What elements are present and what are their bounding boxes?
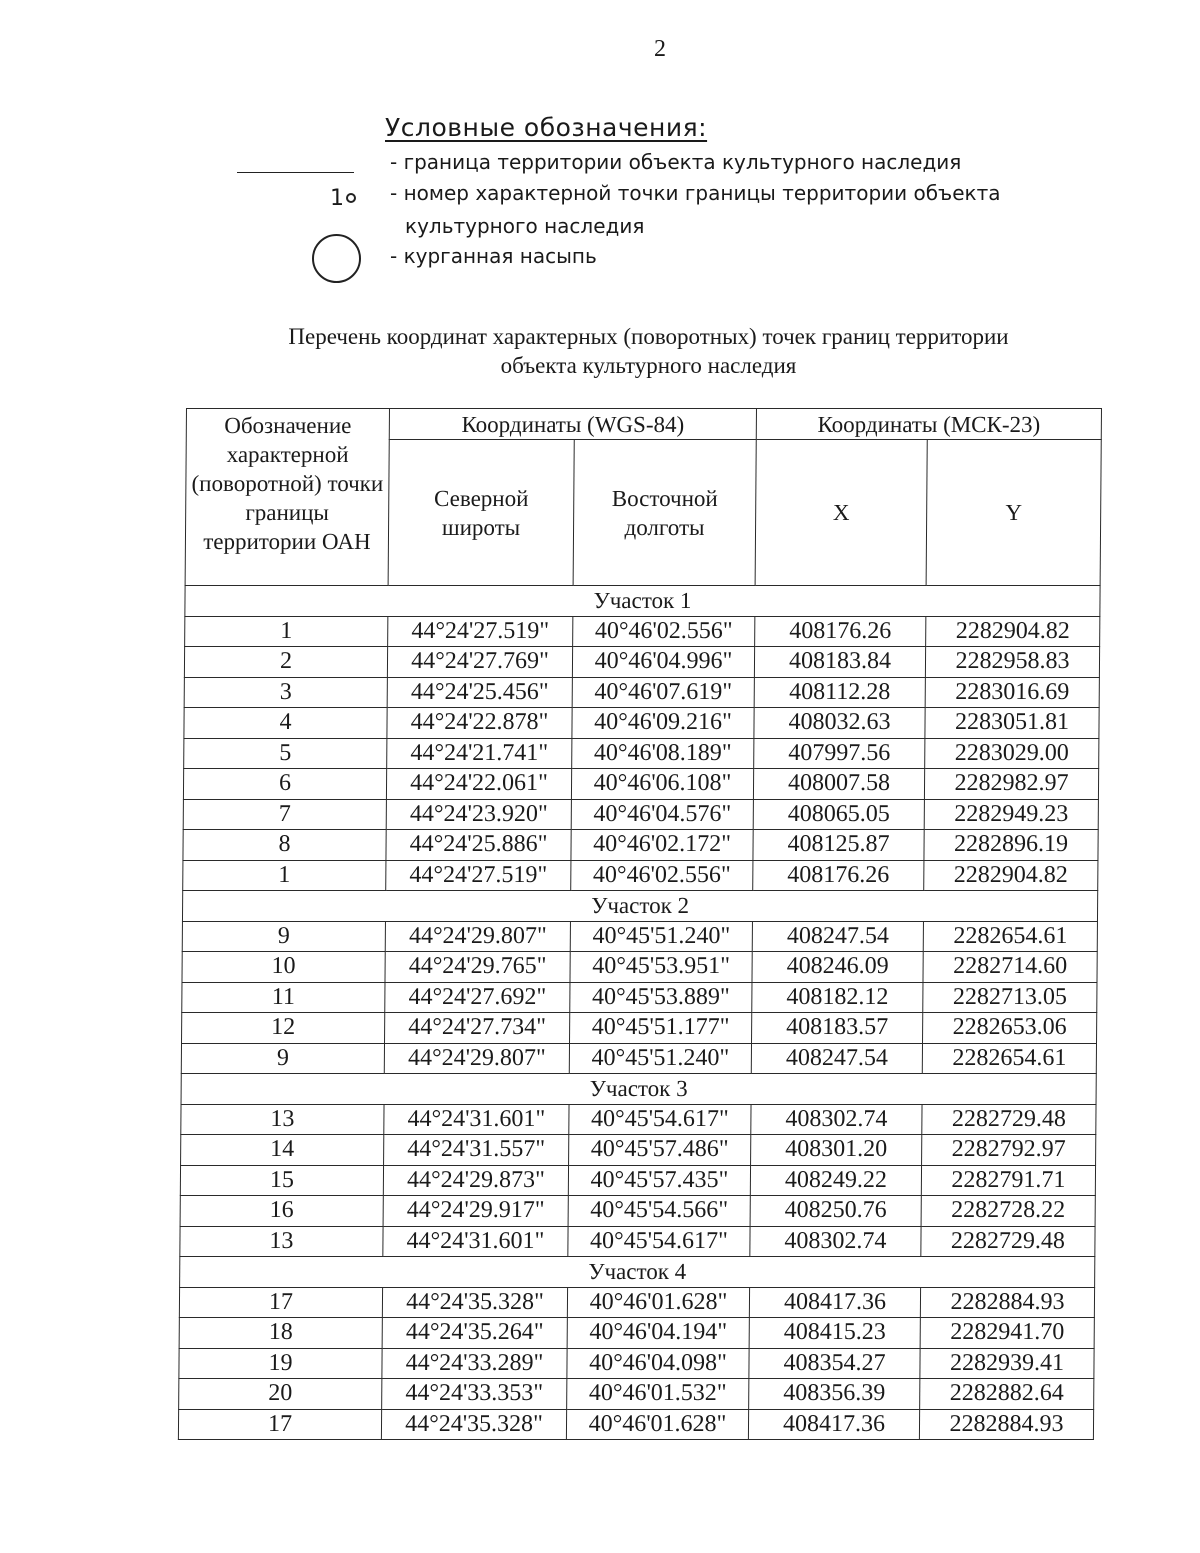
cell-point-id: 1 bbox=[183, 860, 386, 891]
section-title: Участок 3 bbox=[181, 1074, 1096, 1105]
cell-point-id: 17 bbox=[178, 1409, 381, 1440]
table-row bbox=[184, 677, 1099, 708]
cell-latitude: 44°24'21.741" bbox=[387, 738, 572, 769]
cell-x-coord: 408249.22 bbox=[750, 1165, 921, 1196]
cell-x-coord: 408182.12 bbox=[752, 982, 923, 1013]
cell-latitude: 44°24'31.557" bbox=[384, 1135, 569, 1166]
cell-longitude: 40°46'09.216" bbox=[572, 708, 754, 739]
page-number: 2 bbox=[654, 36, 666, 62]
cell-point-id: 16 bbox=[180, 1196, 383, 1227]
cell-latitude: 44°24'25.456" bbox=[387, 677, 572, 708]
cell-x-coord: 408007.58 bbox=[753, 769, 924, 800]
cell-longitude: 40°45'51.240" bbox=[570, 921, 752, 952]
cell-latitude: 44°24'29.765" bbox=[385, 952, 570, 983]
cell-point-id: 12 bbox=[182, 1013, 385, 1044]
header-longitude: Восточной долготы bbox=[573, 440, 756, 586]
section-title: Участок 1 bbox=[185, 586, 1100, 617]
cell-x-coord: 408417.36 bbox=[749, 1287, 920, 1318]
header-wgs84: Координаты (WGS-84) bbox=[389, 409, 756, 440]
cell-longitude: 40°45'53.889" bbox=[570, 982, 752, 1013]
cell-latitude: 44°24'22.061" bbox=[386, 769, 571, 800]
cell-longitude: 40°45'51.177" bbox=[570, 1013, 752, 1044]
table-row bbox=[181, 1043, 1096, 1074]
cell-y-coord: 2282958.83 bbox=[925, 647, 1099, 678]
section-row bbox=[181, 1074, 1096, 1105]
table-row bbox=[184, 738, 1099, 769]
cell-y-coord: 2282949.23 bbox=[924, 799, 1098, 830]
cell-latitude: 44°24'29.873" bbox=[383, 1165, 568, 1196]
cell-y-coord: 2282654.61 bbox=[922, 1043, 1096, 1074]
cell-longitude: 40°46'04.194" bbox=[567, 1318, 749, 1349]
legend-item-point-cont: культурного наследия bbox=[405, 214, 645, 238]
header-y: Y bbox=[926, 440, 1101, 586]
table-row bbox=[179, 1287, 1094, 1318]
cell-longitude: 40°46'02.556" bbox=[571, 860, 753, 891]
cell-longitude: 40°45'57.486" bbox=[569, 1135, 751, 1166]
cell-latitude: 44°24'35.264" bbox=[382, 1318, 567, 1349]
cell-longitude: 40°45'54.617" bbox=[568, 1226, 750, 1257]
cell-x-coord: 408415.23 bbox=[749, 1318, 920, 1349]
cell-point-id: 1 bbox=[185, 616, 388, 647]
cell-y-coord: 2282904.82 bbox=[926, 616, 1100, 647]
table-row bbox=[182, 952, 1097, 983]
cell-y-coord: 2283016.69 bbox=[925, 677, 1099, 708]
cell-point-id: 17 bbox=[179, 1287, 382, 1318]
boundary-line-symbol bbox=[237, 172, 354, 173]
cell-latitude: 44°24'33.353" bbox=[382, 1379, 567, 1410]
header-point-designation: Обозначение характерной (поворотной) точки границы территории ОАН bbox=[185, 409, 389, 586]
cell-longitude: 40°45'54.617" bbox=[569, 1104, 751, 1135]
caption-line-2: объекта культурного наследия bbox=[500, 353, 797, 378]
cell-x-coord: 408032.63 bbox=[754, 708, 925, 739]
section-title: Участок 4 bbox=[180, 1257, 1095, 1288]
cell-point-id: 3 bbox=[184, 677, 387, 708]
table-row bbox=[180, 1226, 1095, 1257]
table-row bbox=[180, 1196, 1095, 1227]
cell-longitude: 40°46'02.172" bbox=[571, 830, 753, 861]
cell-longitude: 40°46'06.108" bbox=[571, 769, 753, 800]
cell-x-coord: 408247.54 bbox=[752, 921, 923, 952]
cell-latitude: 44°24'22.878" bbox=[387, 708, 572, 739]
cell-y-coord: 2282904.82 bbox=[924, 860, 1098, 891]
cell-longitude: 40°46'04.576" bbox=[571, 799, 753, 830]
cell-x-coord: 408176.26 bbox=[755, 616, 926, 647]
table-row bbox=[183, 799, 1098, 830]
header-latitude: Северной широты bbox=[388, 440, 574, 586]
table-row bbox=[184, 647, 1099, 678]
cell-latitude: 44°24'27.769" bbox=[387, 647, 572, 678]
cell-longitude: 40°46'07.619" bbox=[572, 677, 754, 708]
cell-y-coord: 2283029.00 bbox=[925, 738, 1099, 769]
cell-latitude: 44°24'29.807" bbox=[384, 1043, 569, 1074]
cell-x-coord: 408065.05 bbox=[753, 799, 924, 830]
cell-longitude: 40°46'08.189" bbox=[572, 738, 754, 769]
cell-y-coord: 2282896.19 bbox=[924, 830, 1098, 861]
cell-point-id: 9 bbox=[182, 921, 385, 952]
table-row bbox=[178, 1409, 1093, 1440]
cell-latitude: 44°24'35.328" bbox=[381, 1409, 566, 1440]
cell-latitude: 44°24'27.519" bbox=[386, 860, 571, 891]
coordinates-table bbox=[178, 408, 1102, 1440]
section-row bbox=[182, 891, 1097, 922]
table-row bbox=[182, 921, 1097, 952]
legend-item-point: - номер характерной точки границы территории объекта bbox=[390, 181, 1001, 205]
cell-y-coord: 2282884.93 bbox=[919, 1409, 1093, 1440]
legend-item-boundary: - граница территории объекта культурного наследия bbox=[390, 150, 962, 174]
cell-y-coord: 2282982.97 bbox=[924, 769, 1098, 800]
table-row bbox=[184, 708, 1099, 739]
cell-x-coord: 408183.57 bbox=[752, 1013, 923, 1044]
mound-circle-icon bbox=[312, 234, 361, 283]
cell-point-id: 5 bbox=[184, 738, 387, 769]
section-row bbox=[180, 1257, 1095, 1288]
cell-point-id: 11 bbox=[182, 982, 385, 1013]
cell-y-coord: 2282882.64 bbox=[920, 1379, 1094, 1410]
table-row bbox=[181, 1104, 1096, 1135]
cell-point-id: 13 bbox=[180, 1226, 383, 1257]
cell-x-coord: 408302.74 bbox=[750, 1226, 921, 1257]
cell-point-id: 7 bbox=[183, 799, 386, 830]
cell-y-coord: 2282729.48 bbox=[922, 1104, 1096, 1135]
cell-latitude: 44°24'27.692" bbox=[385, 982, 570, 1013]
section-row bbox=[185, 586, 1100, 617]
header-x: X bbox=[755, 440, 927, 586]
legend-item-mound: - курганная насыпь bbox=[390, 244, 597, 268]
cell-longitude: 40°46'01.628" bbox=[566, 1409, 748, 1440]
cell-x-coord: 408112.28 bbox=[754, 677, 925, 708]
cell-longitude: 40°46'04.098" bbox=[567, 1348, 749, 1379]
cell-y-coord: 2282939.41 bbox=[920, 1348, 1094, 1379]
section-title: Участок 2 bbox=[182, 891, 1097, 922]
cell-y-coord: 2282792.97 bbox=[922, 1135, 1096, 1166]
cell-latitude: 44°24'31.601" bbox=[384, 1104, 569, 1135]
cell-latitude: 44°24'23.920" bbox=[386, 799, 571, 830]
cell-y-coord: 2282714.60 bbox=[923, 952, 1097, 983]
table-row bbox=[179, 1379, 1094, 1410]
cell-longitude: 40°45'57.435" bbox=[568, 1165, 750, 1196]
cell-point-id: 19 bbox=[179, 1348, 382, 1379]
cell-x-coord: 408250.76 bbox=[750, 1196, 921, 1227]
cell-x-coord: 408246.09 bbox=[752, 952, 923, 983]
cell-latitude: 44°24'27.734" bbox=[385, 1013, 570, 1044]
cell-x-coord: 408356.39 bbox=[749, 1379, 920, 1410]
cell-longitude: 40°46'01.532" bbox=[567, 1379, 749, 1410]
cell-point-id: 13 bbox=[181, 1104, 384, 1135]
table-row bbox=[181, 1135, 1096, 1166]
cell-latitude: 44°24'35.328" bbox=[382, 1287, 567, 1318]
cell-x-coord: 408125.87 bbox=[753, 830, 924, 861]
cell-latitude: 44°24'25.886" bbox=[386, 830, 571, 861]
cell-point-id: 18 bbox=[179, 1318, 382, 1349]
legend-title: Условные обозначения: bbox=[385, 113, 708, 142]
cell-latitude: 44°24'31.601" bbox=[383, 1226, 568, 1257]
cell-x-coord: 408183.84 bbox=[754, 647, 925, 678]
cell-x-coord: 408247.54 bbox=[751, 1043, 922, 1074]
cell-point-id: 10 bbox=[182, 952, 385, 983]
cell-y-coord: 2282713.05 bbox=[923, 982, 1097, 1013]
cell-point-id: 20 bbox=[179, 1379, 382, 1410]
cell-x-coord: 407997.56 bbox=[754, 738, 925, 769]
point-number-symbol: 1 bbox=[330, 186, 344, 211]
cell-y-coord: 2283051.81 bbox=[925, 708, 1099, 739]
table-caption bbox=[0, 322, 1200, 380]
cell-point-id: 4 bbox=[184, 708, 387, 739]
table-row bbox=[183, 769, 1098, 800]
cell-longitude: 40°45'51.240" bbox=[569, 1043, 751, 1074]
cell-y-coord: 2282654.61 bbox=[923, 921, 1097, 952]
table-row bbox=[182, 1013, 1097, 1044]
cell-x-coord: 408176.26 bbox=[753, 860, 924, 891]
cell-point-id: 9 bbox=[181, 1043, 384, 1074]
cell-longitude: 40°46'04.996" bbox=[572, 647, 754, 678]
cell-longitude: 40°46'02.556" bbox=[573, 616, 755, 647]
table-row bbox=[183, 830, 1098, 861]
cell-latitude: 44°24'27.519" bbox=[388, 616, 573, 647]
cell-y-coord: 2282884.93 bbox=[920, 1287, 1094, 1318]
cell-y-coord: 2282941.70 bbox=[920, 1318, 1094, 1349]
cell-x-coord: 408301.20 bbox=[751, 1135, 922, 1166]
cell-point-id: 15 bbox=[180, 1165, 383, 1196]
cell-longitude: 40°45'53.951" bbox=[570, 952, 752, 983]
table-row bbox=[183, 860, 1098, 891]
table-row bbox=[179, 1318, 1094, 1349]
cell-y-coord: 2282653.06 bbox=[923, 1013, 1097, 1044]
cell-longitude: 40°46'01.628" bbox=[567, 1287, 749, 1318]
cell-latitude: 44°24'29.917" bbox=[383, 1196, 568, 1227]
cell-longitude: 40°45'54.566" bbox=[568, 1196, 750, 1227]
cell-y-coord: 2282728.22 bbox=[921, 1196, 1095, 1227]
header-msk23: Координаты (МСК-23) bbox=[756, 409, 1101, 440]
cell-point-id: 14 bbox=[181, 1135, 384, 1166]
cell-point-id: 2 bbox=[184, 647, 387, 678]
caption-line-1: Перечень координат характерных (поворотных) точек границ территории bbox=[288, 324, 1009, 349]
cell-x-coord: 408417.36 bbox=[748, 1409, 919, 1440]
cell-latitude: 44°24'33.289" bbox=[382, 1348, 567, 1379]
cell-y-coord: 2282729.48 bbox=[921, 1226, 1095, 1257]
table-row bbox=[182, 982, 1097, 1013]
cell-point-id: 6 bbox=[183, 769, 386, 800]
table-row bbox=[185, 616, 1100, 647]
cell-point-id: 8 bbox=[183, 830, 386, 861]
cell-latitude: 44°24'29.807" bbox=[385, 921, 570, 952]
point-dot-icon bbox=[346, 193, 356, 203]
table-row bbox=[179, 1348, 1094, 1379]
cell-x-coord: 408302.74 bbox=[751, 1104, 922, 1135]
cell-y-coord: 2282791.71 bbox=[921, 1165, 1095, 1196]
cell-x-coord: 408354.27 bbox=[749, 1348, 920, 1379]
table-row bbox=[180, 1165, 1095, 1196]
